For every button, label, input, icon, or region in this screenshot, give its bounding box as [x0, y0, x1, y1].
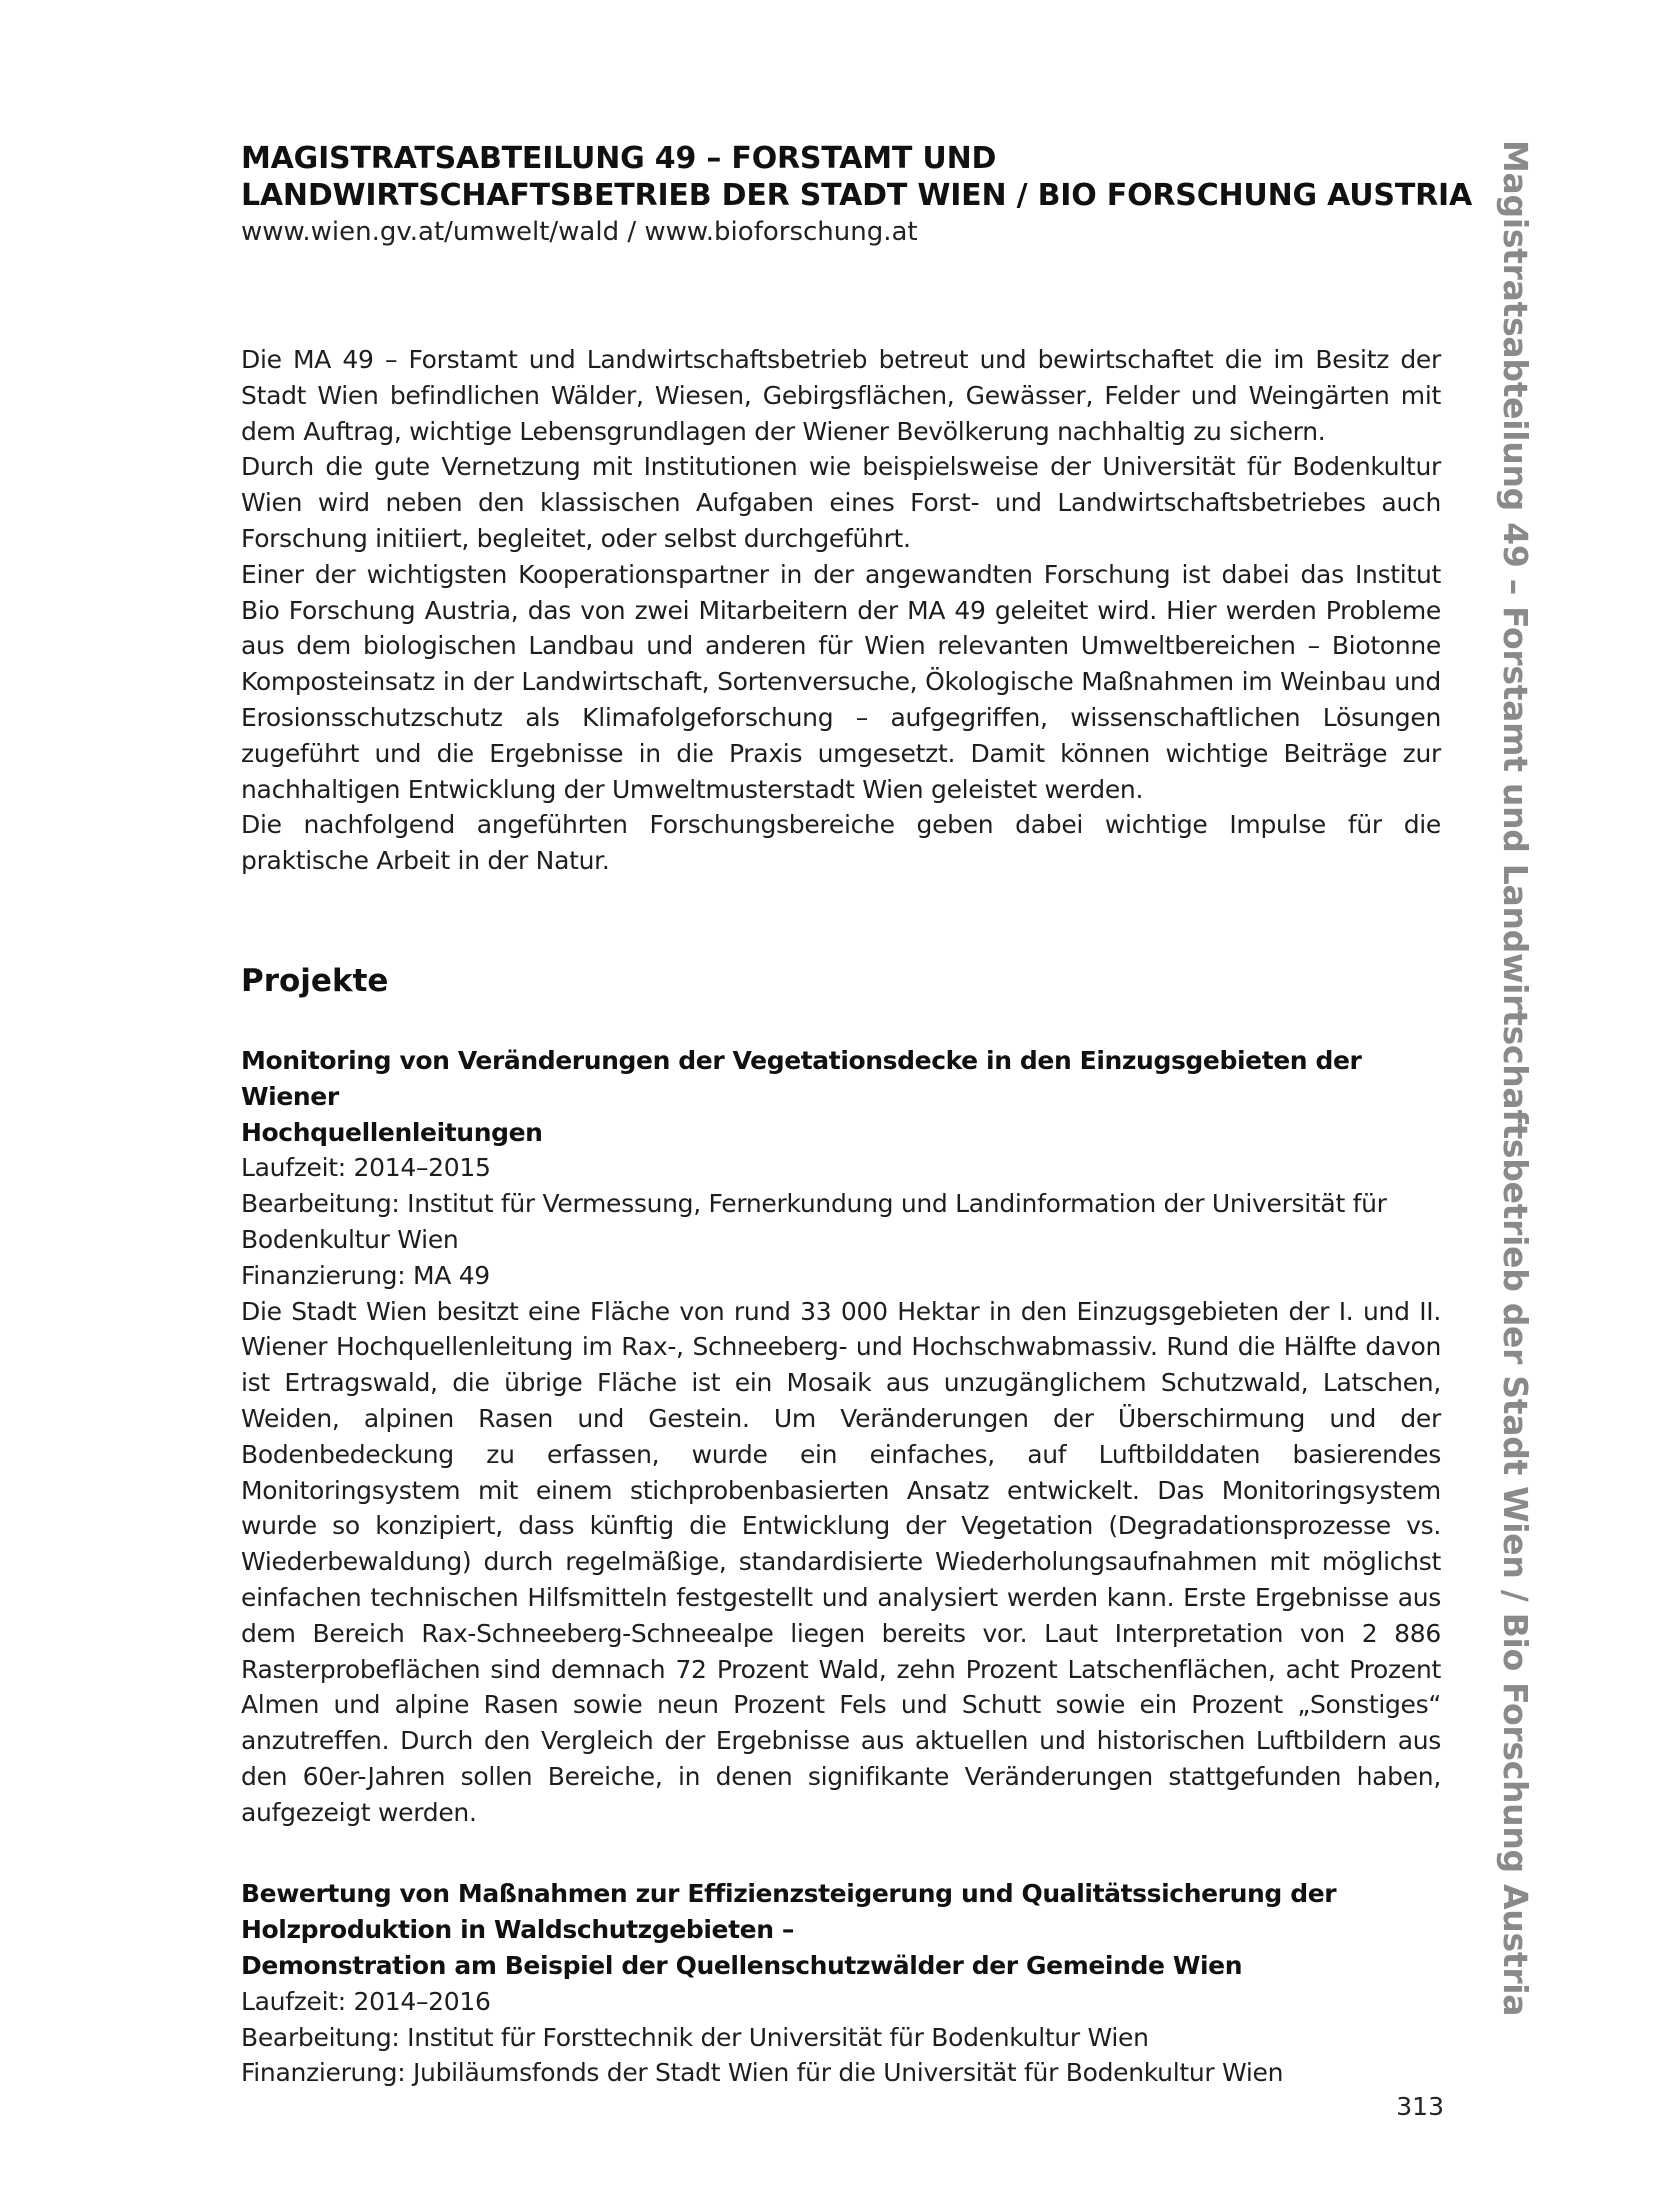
project-laufzeit: Laufzeit: 2014–2016: [241, 1986, 491, 2016]
project-title: [241, 1876, 1441, 1983]
intro-paragraph: Durch die gute Vernetzung mit Institutionen wie beispielsweise der Universität für Bodenkultur Wien wird neben den klassischen Aufgaben eines Forst- und Landwirtschaftsbetriebes auch Forschung initiiert, begleitet, oder selbst durchgeführt.: [241, 452, 1441, 553]
project-title-line: Bewertung von Maßnahmen zur Effizienzsteigerung und Qualitätssicherung der Holzproduktion in Waldschutzgebieten –: [241, 1879, 1337, 1945]
project-title-line: Hochquellenleitungen: [241, 1117, 543, 1147]
project-entry: [241, 1043, 1441, 1831]
website-links: www.wien.gv.at/umwelt/wald / www.bioforschung.at: [241, 217, 918, 247]
project-laufzeit: Laufzeit: 2014–2015: [241, 1153, 491, 1183]
section-title-projekte: Projekte: [241, 962, 389, 999]
project-finanzierung: Finanzierung: Jubiläumsfonds der Stadt Wien für die Universität für Bodenkultur Wien: [241, 2058, 1284, 2088]
intro-paragraph: Einer der wichtigsten Kooperationspartner in der angewandten Forschung ist dabei das Institut Bio Forschung Austria, das von zwei Mitarbeitern der MA 49 geleitet wird. Hier werden Probleme aus dem biologischen Landbau und anderen für Wien relevanten Umweltbereichen – Biotonne Komposteinsatz in der Landwirtschaft, Sortenversuche, Ökologische Maßnahmen im Weinbau und Erosionsschutzschutz als Klimafolgeforschung – aufgegriffen, wissenschaftlichen Lösungen zugeführt und die Ergebnisse in die Praxis umgesetzt. Damit können wichtige Beiträge zur nachhaltigen Entwicklung der Umweltmusterstadt Wien geleistet werden.: [241, 559, 1441, 804]
project-entry: [241, 1876, 1441, 2091]
intro-section: [241, 342, 1441, 879]
side-running-title: Magistratsabteilung 49 – Forstamt und Landwirtschaftsbetrieb der Stadt Wien / Bio Forschung Austria: [1496, 140, 1535, 2017]
intro-paragraph: Die nachfolgend angeführten Forschungsbereiche geben dabei wichtige Impulse für die praktische Arbeit in der Natur.: [241, 810, 1441, 876]
project-title: [241, 1043, 1441, 1150]
project-finanzierung: Finanzierung: MA 49: [241, 1260, 490, 1290]
intro-paragraph: Die MA 49 – Forstamt und Landwirtschaftsbetrieb betreut und bewirtschaftet die im Besitz der Stadt Wien befindlichen Wälder, Wiesen, Gebirgsflächen, Gewässer, Felder und Weingärten mit dem Auftrag, wichtige Lebensgrundlagen der Wiener Bevölkerung nachhaltig zu sichern.: [241, 345, 1441, 446]
page-title-line-2: LANDWIRTSCHAFTSBETRIEB DER STADT WIEN / BIO FORSCHUNG AUSTRIA: [241, 178, 1472, 213]
project-title-line: Monitoring von Veränderungen der Vegetationsdecke in den Einzugsgebieten der Wiener: [241, 1045, 1362, 1111]
page-number: 313: [1396, 2092, 1444, 2121]
page-title-line-1: MAGISTRATSABTEILUNG 49 – FORSTAMT UND: [241, 141, 997, 176]
page-title: [241, 140, 1472, 214]
project-description: Die Stadt Wien besitzt eine Fläche von rund 33 000 Hektar in den Einzugsgebieten der I. und II. Wiener Hochquellenleitung im Rax-, Schneeberg- und Hochschwabmassiv. Rund die Hälfte davon ist Ertragswald, die übrige Fläche ist ein Mosaik aus unzugänglichem Schutzwald, Latschen, Weiden, alpinen Rasen und Gestein. Um Veränderungen der Überschirmung und der Bodenbedeckung zu erfassen, wurde ein einfaches, auf Luftbilddaten basierendes Monitoringsystem mit einem stichprobenbasierten Ansatz entwickelt. Das Monitoringsystem wurde so konzipiert, dass künftig die Entwicklung der Vegetation (Degradationsprozesse vs. Wiederbewaldung) durch regelmäßige, standardisierte Wiederholungsaufnahmen mit möglichst einfachen technischen Hilfsmitteln festgestellt und analysiert werden kann. Erste Ergebnisse aus dem Bereich Rax-Schneeberg-Schneealpe liegen bereits vor. Laut Interpretation von 2 886 Rasterprobeflächen sind demnach 72 Prozent Wald, zehn Prozent Latschenflächen, acht Prozent Almen und alpine Rasen sowie neun Prozent Fels und Schutt sowie ein Prozent „Sonstiges“ anzutreffen. Durch den Vergleich der Ergebnisse aus aktuellen und historischen Luftbildern aus den 60er-Jahren sollen Bereiche, in denen signifikante Veränderungen stattgefunden haben, aufgezeigt werden.: [241, 1296, 1441, 1827]
project-bearbeitung: Bearbeitung: Institut für Forsttechnik der Universität für Bodenkultur Wien: [241, 2022, 1149, 2052]
project-bearbeitung: Bearbeitung: Institut für Vermessung, Fernerkundung und Landinformation der Universität für Bodenkultur Wien: [241, 1189, 1387, 1254]
project-title-line: Demonstration am Beispiel der Quellenschutzwälder der Gemeinde Wien: [241, 1951, 1243, 1981]
page-content: [241, 140, 1472, 2137]
